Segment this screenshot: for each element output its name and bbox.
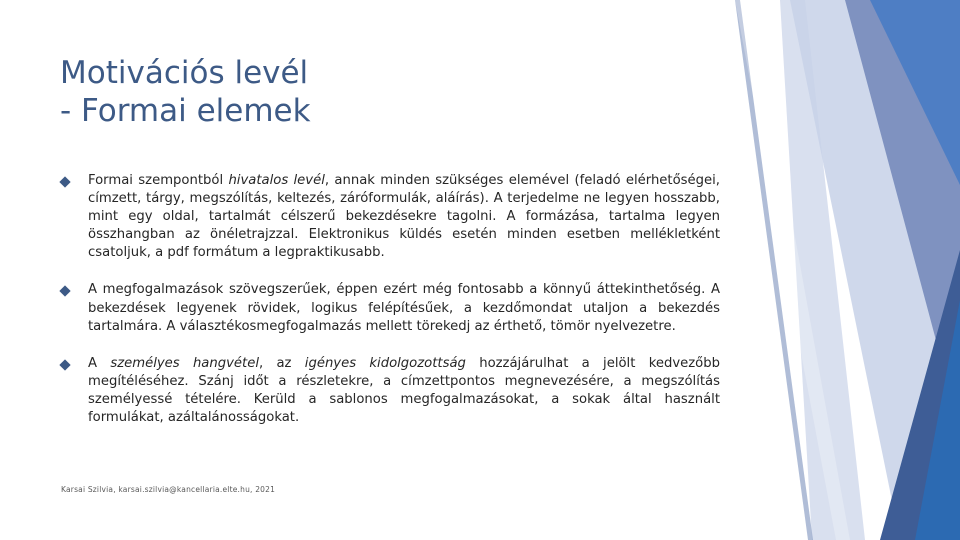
bullet-item bbox=[60, 172, 720, 262]
bullet-text-segment: , annak minden szükséges elemével (feladó elérhetőségei, címzett, tárgy, megszólítás, keltezés, záróformulák, aláírás). A terjedelme ne legyen hosszabb, mint egy oldal, tartalmát célszerű bekezdésekre tagolni. A formázása, tartalma legyen összhangban az önéletrajzzal. Elektronikus küldés esetén minden esetben mellékletként csatoljuk, a pdf formátum a legpraktikusabb. bbox=[88, 173, 720, 261]
bullet-text bbox=[88, 355, 720, 427]
diamond-bullet-icon bbox=[59, 286, 70, 297]
diamond-bullet-icon bbox=[59, 176, 70, 187]
title-line-1: Motivációs levél bbox=[60, 55, 309, 91]
bullet-item bbox=[60, 355, 720, 427]
bullet-text-emphasis: hivatalos levél bbox=[228, 173, 325, 188]
bullet-text bbox=[88, 281, 720, 335]
bullet-text-segment: , az bbox=[258, 355, 305, 371]
bullet-text-emphasis: igényes kidolgozottság bbox=[304, 355, 466, 371]
slide-footer: Karsai Szilvia, karsai.szilvia@kancellaria.elte.hu, 2021 bbox=[61, 485, 276, 494]
slide-title bbox=[60, 54, 680, 130]
bullet-text-emphasis: személyes hangvétel bbox=[110, 355, 259, 371]
bullet-list bbox=[60, 172, 720, 446]
bullet-text-segment: A megfogalmazások szövegszerűek, éppen ezért még fontosabb a könnyű áttekinthetőség. A bekezdések legyenek rövidek, logikus felépítésűek, a kezdőmondat utaljon a bekezdés tartalmára. A választékosmegfogalmazás mellett törekedj az érthető, tömör nyelvezetre. bbox=[88, 282, 720, 334]
bullet-item bbox=[60, 281, 720, 335]
bullet-text bbox=[88, 172, 720, 262]
bullet-text-segment: Formai szempontból bbox=[88, 173, 229, 188]
bullet-text-segment: hozzájárulhat a jelölt kedvezőbb megítéléséhez. Szánj időt a részletekre, a címzettpontos megnevezésére, a megszólítás személyessé tételére. Kerüld a sablonos megfogalmazásokat, a sokak által használt formulákat, azáltalánosságokat. bbox=[88, 355, 720, 426]
title-line-2: - Formai elemek bbox=[60, 93, 311, 129]
diamond-bullet-icon bbox=[59, 359, 70, 370]
bullet-text-segment: A bbox=[88, 355, 111, 371]
